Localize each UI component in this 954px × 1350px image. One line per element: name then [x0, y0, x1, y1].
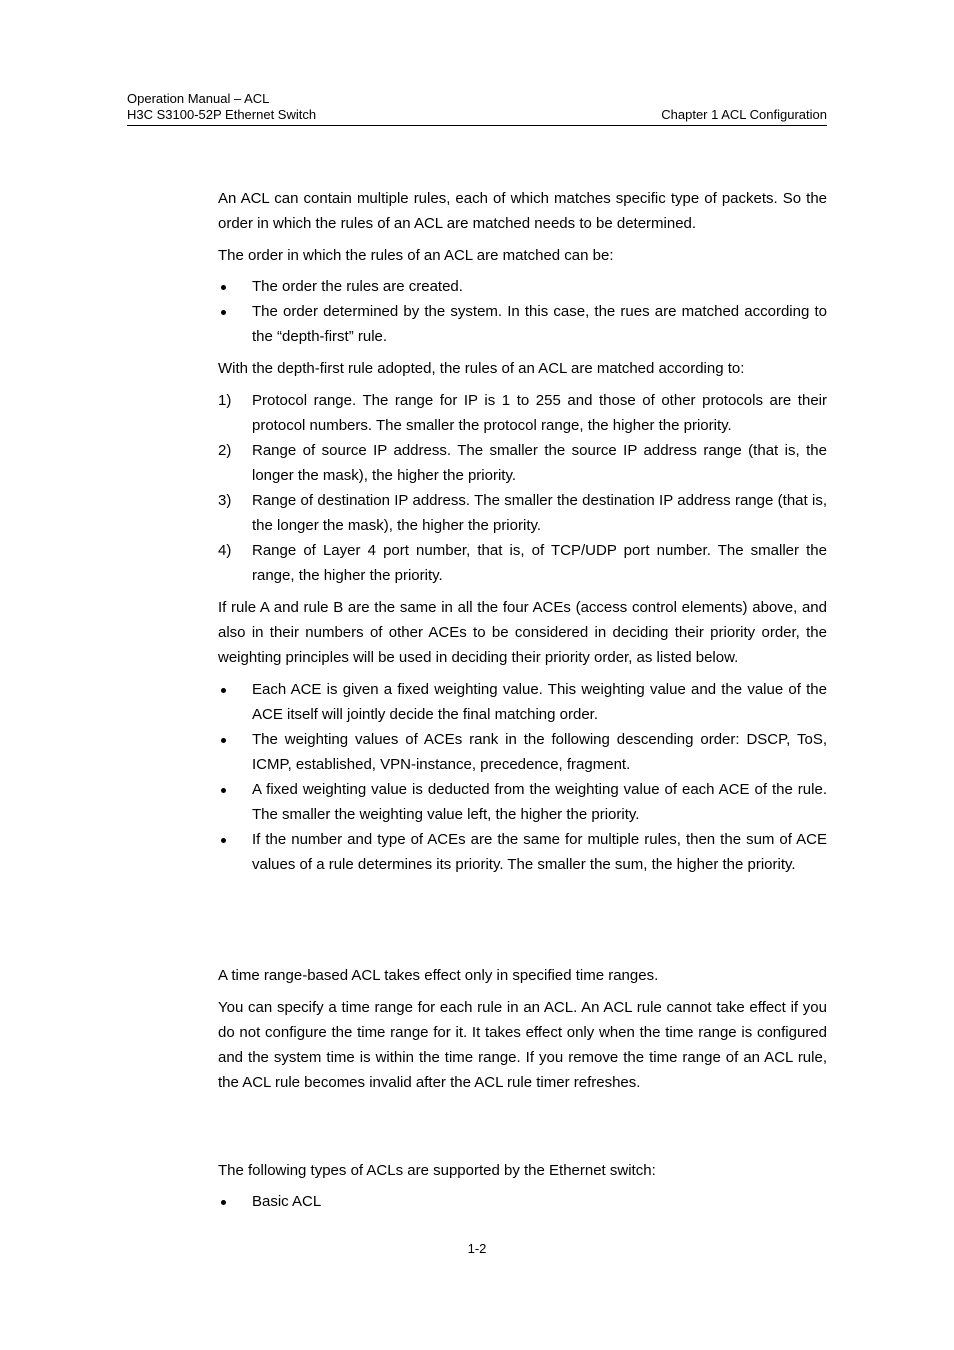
- paragraph: A time range-based ACL takes effect only in specified time ranges.: [218, 967, 659, 984]
- header-left: [127, 91, 316, 123]
- list-item: [218, 538, 827, 588]
- list-item-text: The order determined by the system. In this case, the rues are matched according to the “depth-first” rule.: [252, 303, 827, 345]
- paragraph: An ACL can contain multiple rules, each of which matches specific type of packets. So the order in which the rules of an ACL are matched needs to be determined.: [218, 190, 827, 232]
- section-rule-match-order: [218, 186, 827, 877]
- list-item: [218, 299, 827, 349]
- list-item: [218, 727, 827, 777]
- list-item-text: Basic ACL: [252, 1193, 322, 1210]
- page-number: 1-2: [467, 1241, 487, 1256]
- bullet-list: [218, 677, 827, 877]
- list-number: 3): [218, 492, 232, 509]
- header-chapter: Chapter 1 ACL Configuration: [661, 107, 827, 122]
- header-manual-title: Operation Manual – ACL: [127, 91, 270, 106]
- list-item: [218, 677, 827, 727]
- list-item-text: Range of source IP address. The smaller the source IP address range (that is, the longer the mask), the higher the priority.: [252, 442, 827, 484]
- list-item-text: Range of Layer 4 port number, that is, of TCP/UDP port number. The smaller the range, the higher the priority.: [252, 542, 827, 584]
- header-product-name: H3C S3100-52P Ethernet Switch: [127, 107, 317, 122]
- numbered-list: [218, 388, 827, 588]
- list-item: [218, 827, 827, 877]
- list-item: [218, 488, 827, 538]
- list-number: 1): [218, 392, 232, 409]
- list-item: [218, 1189, 827, 1214]
- list-number: 2): [218, 442, 232, 459]
- list-item-text: The weighting values of ACEs rank in the following descending order: DSCP, ToS, ICMP, established, VPN-instance, precedence, fragment.: [252, 731, 827, 773]
- bullet-list: [218, 274, 827, 349]
- paragraph: If rule A and rule B are the same in all the four ACEs (access control elements) above, and also in their numbers of other ACEs to be considered in deciding their priority order, the weighting principles will be used in deciding their priority order, as listed below.: [218, 599, 827, 666]
- section-time-range-acl: [218, 963, 827, 1095]
- bullet-icon: [218, 827, 226, 852]
- bullet-icon: [218, 677, 226, 702]
- list-item: [218, 274, 827, 299]
- list-item-text: Each ACE is given a fixed weighting value. This weighting value and the value of the ACE itself will jointly decide the final matching order.: [252, 681, 827, 723]
- bullet-icon: [218, 274, 226, 299]
- list-item-text: Protocol range. The range for IP is 1 to 255 and those of other protocols are their protocol numbers. The smaller the protocol range, the higher the priority.: [252, 392, 827, 434]
- paragraph: The order in which the rules of an ACL are matched can be:: [218, 247, 614, 264]
- paragraph: The following types of ACLs are supported by the Ethernet switch:: [218, 1162, 656, 1179]
- bullet-icon: [218, 299, 226, 324]
- bullet-list: [218, 1189, 827, 1214]
- list-item-text: Range of destination IP address. The smaller the destination IP address range (that is, the longer the mask), the higher the priority.: [252, 492, 827, 534]
- list-item: [218, 777, 827, 827]
- list-item: [218, 438, 827, 488]
- bullet-icon: [218, 777, 226, 802]
- list-item: [218, 388, 827, 438]
- bullet-icon: [218, 1189, 226, 1214]
- paragraph: With the depth-first rule adopted, the rules of an ACL are matched according to:: [218, 360, 745, 377]
- page-header: [127, 91, 827, 126]
- section-acl-types: [218, 1158, 827, 1214]
- list-item-text: If the number and type of ACEs are the same for multiple rules, then the sum of ACE values of a rule determines its priority. The smaller the sum, the higher the priority.: [252, 831, 827, 873]
- list-item-text: The order the rules are created.: [252, 278, 463, 295]
- list-number: 4): [218, 542, 232, 559]
- paragraph: You can specify a time range for each rule in an ACL. An ACL rule cannot take effect if you do not configure the time range for it. It takes effect only when the time range is configured and the system time is within the time range. If you remove the time range of an ACL rule, the ACL rule becomes invalid after the ACL rule timer refreshes.: [218, 999, 827, 1091]
- list-item-text: A fixed weighting value is deducted from the weighting value of each ACE of the rule. The smaller the weighting value left, the higher the priority.: [252, 781, 827, 823]
- bullet-icon: [218, 727, 226, 752]
